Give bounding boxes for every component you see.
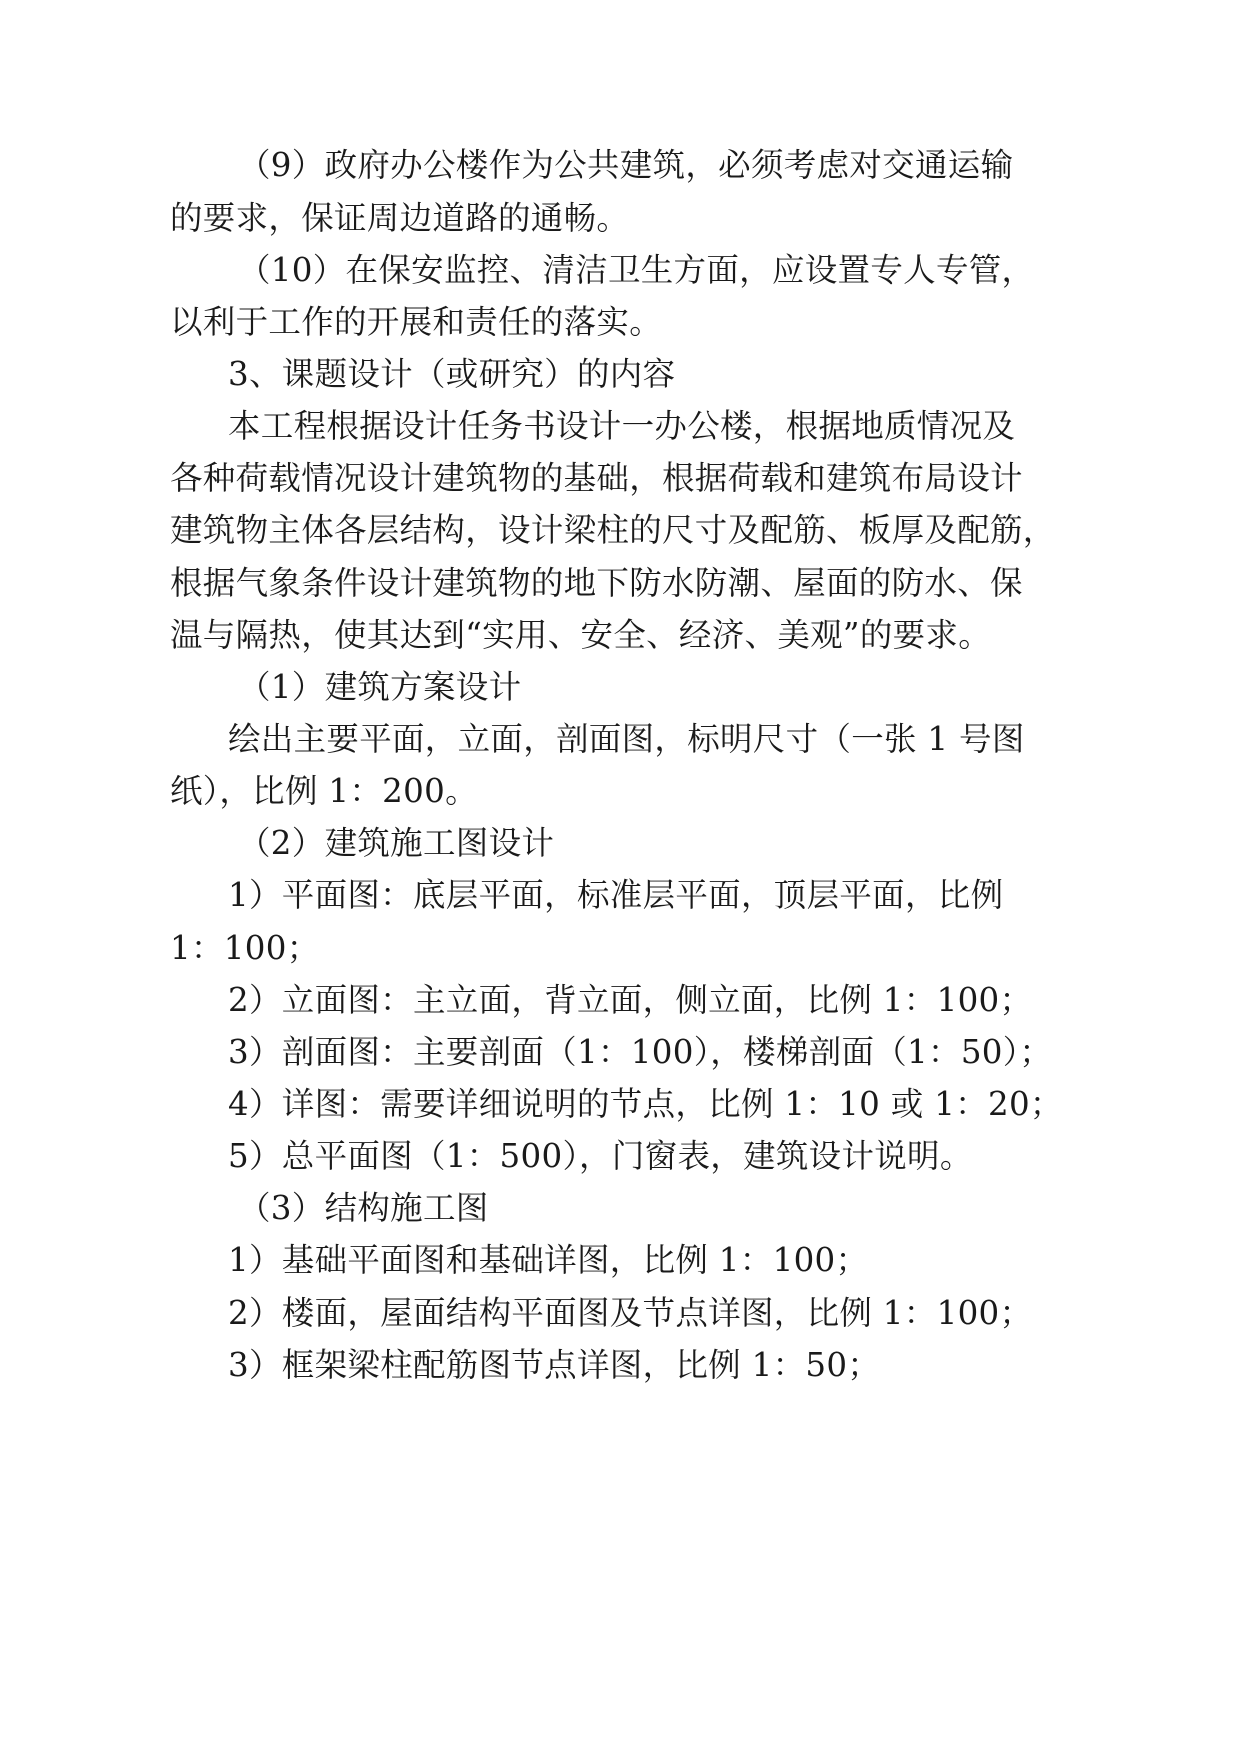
text-line: 3）剖面图：主要剖面（1：100），楼梯剖面（1：50）； — [228, 1033, 1053, 1071]
text-line: 绘出主要平面，立面，剖面图，标明尺寸（一张 1 号图 — [228, 720, 1025, 758]
text-line: 根据气象条件设计建筑物的地下防水防潮、屋面的防水、保 — [170, 564, 1023, 602]
text-line: 纸），比例 1：200。 — [170, 772, 478, 810]
text-line: 温与隔热，使其达到“实用、安全、经济、美观”的要求。 — [170, 616, 992, 654]
text-line: 1：100； — [170, 929, 320, 967]
text-line: 的要求，保证周边道路的通畅。 — [170, 199, 630, 237]
text-line: 1）平面图：底层平面，标准层平面，顶层平面，比例 — [228, 876, 1004, 914]
text-line: 3）框架梁柱配筋图节点详图，比例 1：50； — [228, 1346, 881, 1384]
subsection-heading: （2）建筑施工图设计 — [238, 824, 555, 862]
text-line: 5）总平面图（1：500），门窗表，建筑设计说明。 — [228, 1137, 973, 1175]
text-line: 2）立面图：主立面，背立面，侧立面，比例 1：100； — [228, 981, 1033, 1019]
subsection-heading: （1）建筑方案设计 — [238, 668, 522, 706]
text-line: 各种荷载情况设计建筑物的基础，根据荷载和建筑布局设计 — [170, 459, 1023, 497]
section-heading: 3、课题设计（或研究）的内容 — [228, 355, 676, 393]
text-line: 本工程根据设计任务书设计一办公楼，根据地质情况及 — [228, 407, 1016, 445]
text-line: （10）在保安监控、清洁卫生方面，应设置专人专管， — [238, 251, 1035, 289]
subsection-heading: （3）结构施工图 — [238, 1189, 489, 1227]
text-line: 2）楼面，屋面结构平面图及节点详图，比例 1：100； — [228, 1294, 1033, 1332]
text-line: 以利于工作的开展和责任的落实。 — [170, 303, 663, 341]
text-line: 建筑物主体各层结构，设计梁柱的尺寸及配筋、板厚及配筋， — [170, 511, 1056, 549]
text-line: 1）基础平面图和基础详图，比例 1：100； — [228, 1241, 869, 1279]
text-line: （9）政府办公楼作为公共建筑，必须考虑对交通运输 — [238, 146, 1014, 184]
text-line: 4）详图：需要详细说明的节点，比例 1：10 或 1：20； — [228, 1085, 1063, 1123]
